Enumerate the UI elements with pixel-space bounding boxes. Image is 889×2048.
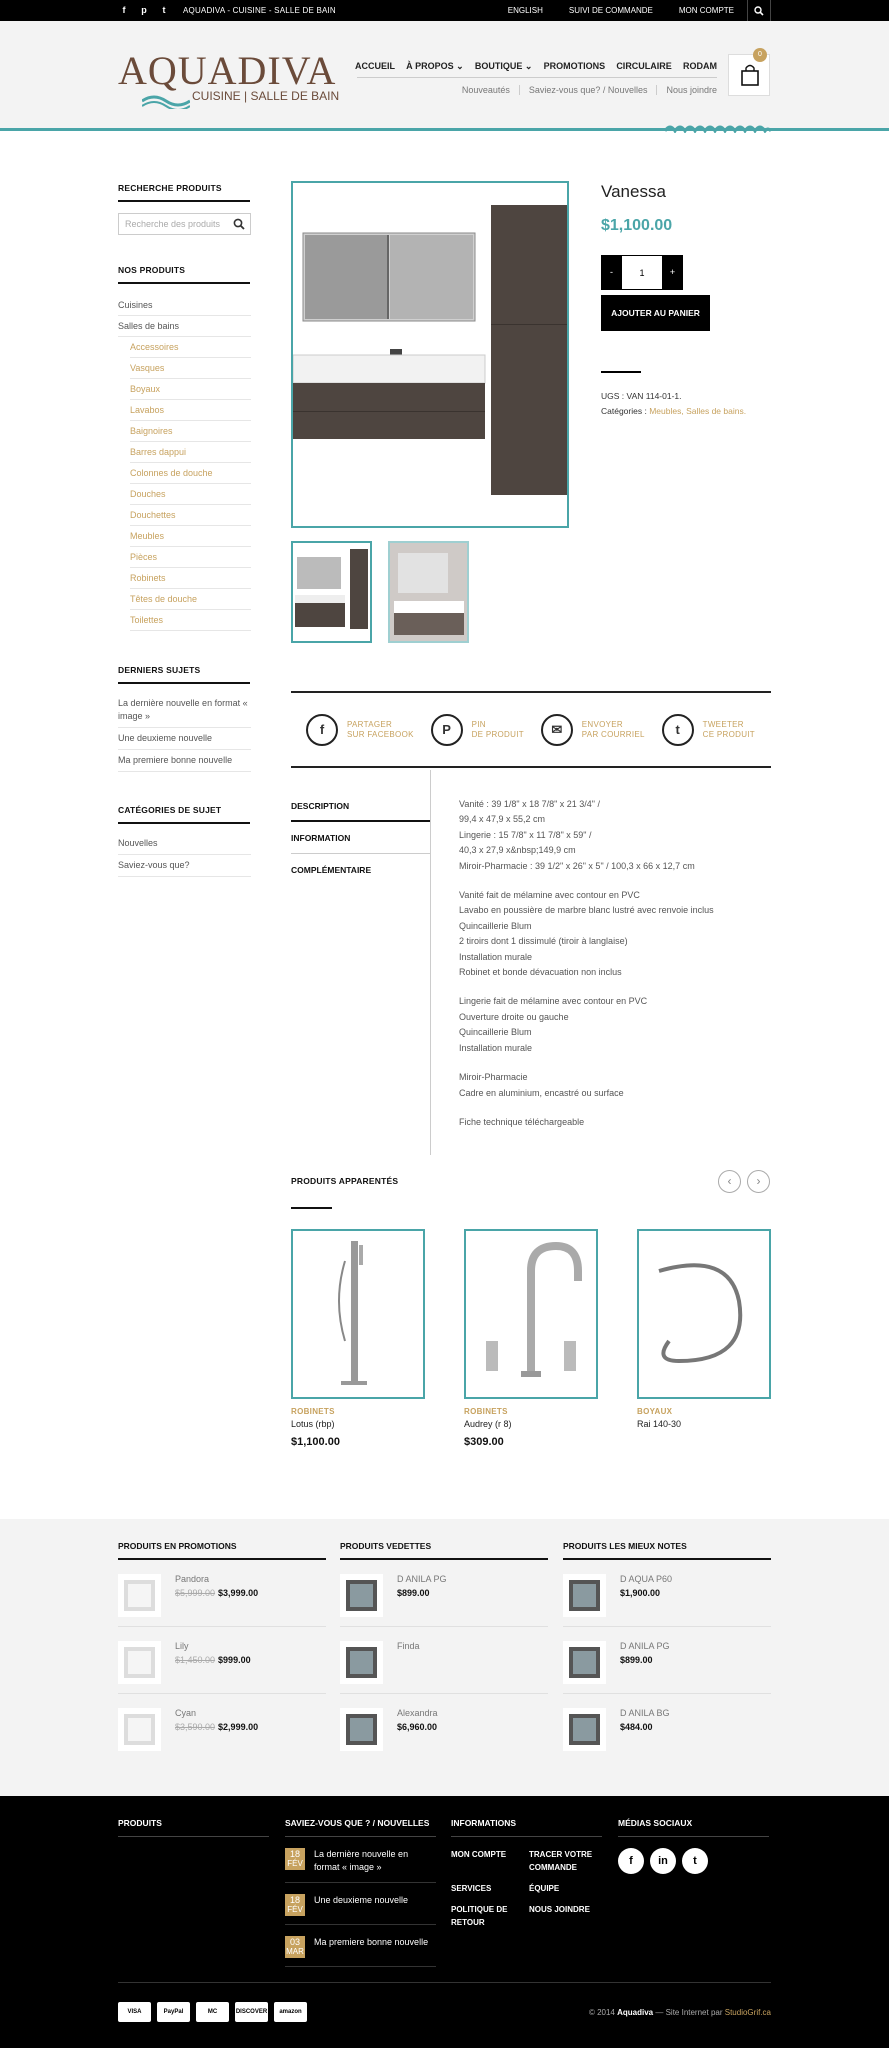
widget-title: PRODUITS LES MIEUX NOTES xyxy=(563,1541,771,1560)
category-link[interactable]: Baignoires xyxy=(130,421,251,442)
category-link[interactable]: Boyaux xyxy=(130,379,251,400)
meta-divider xyxy=(601,371,641,373)
header-rule xyxy=(0,128,889,131)
post-month: MAR xyxy=(286,1947,304,1956)
product-price xyxy=(620,1588,672,1598)
post-date-badge xyxy=(285,1894,305,1916)
description-line: Quincaillerie Blum xyxy=(459,920,532,931)
logo-subtitle: CUISINE | SALLE DE BAIN xyxy=(192,89,340,103)
footer-link[interactable]: NOUS JOINDRE xyxy=(529,1905,590,1914)
sale-price: $484.00 xyxy=(620,1722,653,1732)
discover-icon: DISCOVER xyxy=(235,2002,268,2022)
footer-news xyxy=(285,1818,436,1967)
category-link[interactable]: Lavabos xyxy=(130,400,251,421)
recent-post-link[interactable]: Ma premiere bonne nouvelle xyxy=(118,750,251,772)
sale-price: $3,999.00 xyxy=(218,1588,259,1598)
product-name[interactable]: D AQUA P60 xyxy=(620,1574,673,1584)
topic-link[interactable]: Saviez-vous que? xyxy=(118,855,251,877)
nav-divider xyxy=(357,77,717,78)
category-link[interactable]: Meubles xyxy=(130,526,251,547)
payment-cards xyxy=(118,2002,307,2022)
mastercard-icon: MC xyxy=(196,2002,229,2022)
post-title[interactable]: La dernière nouvelle en format « image » xyxy=(314,1849,409,1872)
description-line: Ouverture droite ou gauche xyxy=(459,1011,569,1022)
footer-link[interactable]: TRACER VOTRE COMMANDE xyxy=(529,1850,593,1872)
description-line: Installation murale xyxy=(459,951,533,962)
top-social xyxy=(118,4,170,16)
sku-value: VAN 114-01-1. xyxy=(626,391,682,401)
product-thumbnail[interactable] xyxy=(563,1574,606,1617)
widget-product[interactable] xyxy=(118,1694,326,1761)
category-link[interactable]: Toilettes xyxy=(130,610,251,631)
product-price xyxy=(620,1722,670,1732)
main-nav xyxy=(355,61,717,72)
shopping-bag-icon xyxy=(729,55,771,97)
post-date-badge xyxy=(285,1936,305,1958)
category-link[interactable]: Salles de bains xyxy=(118,316,251,337)
title-underline xyxy=(118,822,250,824)
footer-social xyxy=(618,1818,769,1874)
title-underline xyxy=(118,200,250,202)
product-name[interactable]: Rai 140-30 xyxy=(637,1419,682,1429)
product-price xyxy=(620,1655,670,1665)
share-label: TWEETER xyxy=(702,719,744,729)
widget-product[interactable] xyxy=(563,1627,771,1694)
language-link[interactable]: ENGLISH xyxy=(507,6,543,15)
product-name[interactable]: D ANILA BG xyxy=(620,1708,670,1718)
my-account-link[interactable]: MON COMPTE xyxy=(678,6,734,15)
sale-price: $899.00 xyxy=(397,1588,430,1598)
title-underline xyxy=(118,682,250,684)
search-placeholder: Recherche des produits xyxy=(125,219,221,229)
footer-heading: SAVIEZ-VOUS QUE ? / NOUVELLES xyxy=(285,1818,436,1837)
related-products-title: PRODUITS APPARENTÉS xyxy=(291,1176,399,1186)
related-product-card[interactable] xyxy=(637,1229,771,1429)
products-title: NOS PRODUITS xyxy=(118,265,186,275)
product-thumbnail[interactable] xyxy=(388,541,469,643)
title-underline xyxy=(291,1207,332,1209)
footer-link[interactable]: ÉQUIPE xyxy=(529,1884,560,1893)
widget-product[interactable] xyxy=(340,1694,548,1761)
recent-posts-title: DERNIERS SUJETS xyxy=(118,665,201,675)
description-line: Robinet et bonde dévacuation non inclus xyxy=(459,967,622,978)
twitter-icon[interactable]: t xyxy=(682,1848,708,1874)
copyright: © 2014 Aquadiva — Site Internet par StudioGrif.ca xyxy=(588,2008,771,2017)
footer-products xyxy=(118,1818,269,1837)
recent-post-link[interactable]: Une deuxieme nouvelle xyxy=(118,728,251,750)
post-title[interactable]: Une deuxieme nouvelle xyxy=(314,1895,409,1905)
category-link[interactable]: Robinets xyxy=(130,568,251,589)
share-label: ENVOYER xyxy=(581,719,623,729)
post-day: 03 xyxy=(289,1937,300,1947)
product-price xyxy=(397,1588,447,1598)
product-main-image[interactable] xyxy=(291,181,569,528)
widget-title: PRODUITS VEDETTES xyxy=(340,1541,548,1560)
description-line: Fiche technique téléchargeable xyxy=(459,1116,585,1127)
description-line: Vanité : 39 1/8" x 18 7/8" x 21 3/4" / xyxy=(459,799,601,809)
cart-button[interactable] xyxy=(728,51,770,96)
top-bar xyxy=(0,0,889,21)
product-price: $1,100.00 xyxy=(601,217,673,234)
recent-post-link[interactable]: La dernière nouvelle en format « image » xyxy=(118,693,251,728)
brand-link[interactable]: Aquadiva xyxy=(617,2008,654,2017)
nav-circulaire[interactable]: CIRCULAIRE xyxy=(616,61,672,71)
sale-price: $1,900.00 xyxy=(620,1588,661,1598)
paypal-icon: PayPal xyxy=(157,2002,190,2022)
product-image[interactable] xyxy=(291,1229,425,1399)
product-thumbnail[interactable] xyxy=(118,1708,161,1751)
cart-count-badge: 0 xyxy=(753,48,767,62)
widget-featured xyxy=(340,1541,548,1761)
facebook-icon[interactable]: f xyxy=(618,1848,644,1874)
sale-price: $999.00 xyxy=(218,1655,251,1665)
product-price: $309.00 xyxy=(464,1436,504,1448)
site-header xyxy=(0,21,889,131)
sku-label: UGS : xyxy=(601,391,625,401)
recent-posts xyxy=(118,693,251,772)
share-twitter[interactable] xyxy=(662,714,755,746)
paragraph-gap xyxy=(459,980,771,994)
widget-product[interactable] xyxy=(563,1560,771,1627)
description-line: Lingerie fait de mélamine avec contour en PVC xyxy=(459,996,648,1007)
footer-heading: PRODUITS xyxy=(118,1818,269,1837)
share-label: DE PRODUIT xyxy=(471,729,524,739)
nav-rodam[interactable]: RODAM xyxy=(682,61,717,71)
product-thumbnail[interactable] xyxy=(340,1574,383,1617)
sidebar xyxy=(118,183,251,877)
nav-accueil[interactable]: ACCUEIL xyxy=(355,61,395,71)
quantity-input[interactable]: 1 xyxy=(622,255,662,290)
footer-heading: MÉDIAS SOCIAUX xyxy=(618,1818,769,1837)
studio-link[interactable]: StudioGrif.ca xyxy=(724,2008,771,2017)
pinterest-icon: P xyxy=(431,714,463,746)
nav-a-propos[interactable]: À PROPOS ⌄ xyxy=(406,61,464,71)
product-name[interactable]: D ANILA PG xyxy=(397,1574,447,1584)
tab-additional-info[interactable]: INFORMATION COMPLÉMENTAIRE xyxy=(291,822,430,854)
product-thumbnail[interactable] xyxy=(563,1708,606,1751)
sale-price: $899.00 xyxy=(620,1655,653,1665)
share-label: PIN xyxy=(471,719,486,729)
product-name[interactable]: Finda xyxy=(397,1641,420,1651)
widget-product[interactable] xyxy=(340,1560,548,1627)
widget-promotions xyxy=(118,1541,326,1761)
nav-promotions[interactable]: PROMOTIONS xyxy=(543,61,606,71)
footer-post[interactable] xyxy=(285,1894,436,1925)
nav-nouveautes[interactable]: Nouveautés xyxy=(453,85,520,95)
topic-categories xyxy=(118,833,251,877)
category-link[interactable]: Douches xyxy=(130,484,251,505)
post-month: FÉV xyxy=(287,1859,303,1868)
share-label: PARTAGER xyxy=(347,719,393,729)
product-price xyxy=(175,1655,251,1665)
post-date-badge xyxy=(285,1848,305,1870)
footer-info xyxy=(451,1818,602,1937)
twitter-icon: t xyxy=(662,714,694,746)
description-line: Cadre en aluminium, encastré ou surface xyxy=(459,1087,624,1098)
widget-title: PRODUITS EN PROMOTIONS xyxy=(118,1541,326,1560)
logo-text: AQUADIVA xyxy=(118,48,337,93)
category-link[interactable]: Accessoires xyxy=(130,337,251,358)
footer-link[interactable]: SERVICES xyxy=(451,1884,492,1893)
description-line: Lingerie : 15 7/8" x 11 7/8" x 59" / xyxy=(459,829,592,840)
category-link[interactable]: Douchettes xyxy=(130,505,251,526)
share-pinterest[interactable] xyxy=(431,714,524,746)
product-price xyxy=(397,1722,438,1732)
product-name[interactable]: Alexandra xyxy=(397,1708,438,1718)
post-day: 18 xyxy=(289,1895,300,1905)
description-line: Vanité fait de mélamine avec contour en PVC xyxy=(459,890,640,901)
topic-link[interactable]: Nouvelles xyxy=(118,833,251,855)
product-thumbnail[interactable] xyxy=(118,1641,161,1684)
widget-product[interactable] xyxy=(340,1627,548,1694)
paragraph-gap xyxy=(459,1056,771,1070)
description-line: Quincaillerie Blum xyxy=(459,1027,532,1038)
footer-divider xyxy=(118,1982,771,1983)
description-line: Installation murale xyxy=(459,1042,533,1053)
category-link[interactable]: Cuisines xyxy=(118,295,251,316)
footer-link[interactable]: MON COMPTE xyxy=(451,1850,507,1859)
topic-categories-title: CATÉGORIES DE SUJET xyxy=(118,805,222,815)
quantity-stepper xyxy=(601,255,771,290)
description-line: Lavabo en poussière de marbre blanc lustré avec renvoie inclus xyxy=(459,905,714,916)
description-line: 99,4 x 47,9 x 55,2 cm xyxy=(459,814,546,825)
related-product-card[interactable] xyxy=(291,1229,425,1448)
share-facebook[interactable] xyxy=(306,714,414,746)
product-search-input[interactable] xyxy=(118,213,251,235)
add-to-cart-button[interactable]: AJOUTER AU PANIER xyxy=(601,295,710,331)
footer-heading: INFORMATIONS xyxy=(451,1818,602,1837)
paragraph-gap xyxy=(459,874,771,888)
category-link[interactable]: Vasques xyxy=(130,358,251,379)
visa-icon: VISA xyxy=(118,2002,151,2022)
post-day: 18 xyxy=(289,1849,300,1859)
footer-link[interactable]: POLITIQUE DE RETOUR xyxy=(451,1905,508,1927)
carousel-prev-button[interactable]: ‹ xyxy=(718,1170,741,1193)
product-title: Vanessa xyxy=(601,182,666,201)
product-tabs xyxy=(291,770,431,1155)
quantity-increase-button[interactable]: + xyxy=(662,255,683,290)
share-label: SUR FACEBOOK xyxy=(347,729,414,739)
product-name[interactable]: Lotus (rbp) xyxy=(291,1419,335,1429)
product-summary xyxy=(601,181,771,419)
product-price xyxy=(175,1588,258,1598)
amazon-icon: amazon xyxy=(274,2002,307,2022)
category-link[interactable]: Têtes de douche xyxy=(130,589,251,610)
share-email[interactable] xyxy=(541,714,645,746)
product-name[interactable]: Cyan xyxy=(175,1708,197,1718)
product-image[interactable] xyxy=(637,1229,771,1399)
product-category[interactable]: ROBINETS xyxy=(464,1407,508,1416)
category-link[interactable]: Colonnes de douche xyxy=(130,463,251,484)
product-category[interactable]: ROBINETS xyxy=(291,1407,335,1416)
share-label: PAR COURRIEL xyxy=(581,729,645,739)
share-bar xyxy=(291,691,771,768)
search-title: RECHERCHE PRODUITS xyxy=(118,183,222,193)
related-product-card[interactable] xyxy=(464,1229,598,1448)
widget-product[interactable] xyxy=(563,1694,771,1761)
logo[interactable] xyxy=(118,48,340,103)
categories-links[interactable]: Meubles, Salles de bains. xyxy=(649,406,747,416)
product-category[interactable]: BOYAUX xyxy=(637,1407,673,1416)
title-underline xyxy=(118,282,250,284)
post-month: FÉV xyxy=(287,1905,303,1914)
category-link[interactable]: Pièces xyxy=(130,547,251,568)
facebook-icon: f xyxy=(306,714,338,746)
quantity-decrease-button[interactable]: - xyxy=(601,255,622,290)
description-panel xyxy=(459,797,771,1130)
product-thumbnail[interactable] xyxy=(340,1641,383,1684)
tab-description[interactable]: DESCRIPTION xyxy=(291,790,430,822)
nav-nous-joindre[interactable]: Nous joindre xyxy=(666,85,717,95)
old-price: $5,999.00 xyxy=(175,1588,216,1598)
logo-wave-icon xyxy=(142,93,190,109)
order-tracking-link[interactable]: SUIVI DE COMMANDE xyxy=(568,6,653,15)
category-list xyxy=(118,295,251,631)
product-name[interactable]: D ANILA PG xyxy=(620,1641,670,1651)
post-title[interactable]: Ma premiere bonne nouvelle xyxy=(314,1937,429,1947)
pinterest-icon[interactable]: p xyxy=(141,5,147,15)
description-line: Miroir-Pharmacie xyxy=(459,1072,528,1083)
share-label: CE PRODUIT xyxy=(702,729,755,739)
product-meta xyxy=(601,389,771,419)
sub-nav xyxy=(440,85,717,95)
product-widgets xyxy=(0,1519,889,1796)
product-price xyxy=(175,1722,258,1732)
search-icon[interactable] xyxy=(747,0,771,21)
sale-price: $2,999.00 xyxy=(218,1722,259,1732)
product-name[interactable]: Audrey (r 8) xyxy=(464,1419,512,1429)
product-name[interactable]: Lily xyxy=(175,1641,189,1651)
product-image[interactable] xyxy=(464,1229,598,1399)
description-line: 2 tiroirs dont 1 dissimulé (tiroir à langlaise) xyxy=(459,936,628,947)
product-thumbnail[interactable] xyxy=(340,1708,383,1751)
paragraph-gap xyxy=(459,1101,771,1115)
product-price: $1,100.00 xyxy=(291,1436,340,1448)
envelope-icon: ✉ xyxy=(541,714,573,746)
category-link[interactable]: Barres dappui xyxy=(130,442,251,463)
categories-label: Catégories : xyxy=(601,406,647,416)
widget-top-rated xyxy=(563,1541,771,1761)
product-thumbnail[interactable] xyxy=(118,1574,161,1617)
linkedin-icon[interactable]: in xyxy=(650,1848,676,1874)
search-icon[interactable] xyxy=(233,218,245,233)
widget-product[interactable] xyxy=(118,1627,326,1694)
old-price: $1,450.00 xyxy=(175,1655,216,1665)
description-line: Miroir-Pharmacie : 39 1/2" x 26" x 5" / 100,3 x 66 x 12,7 cm xyxy=(459,860,695,871)
widget-product[interactable] xyxy=(118,1560,326,1627)
carousel-next-button[interactable]: › xyxy=(747,1170,770,1193)
top-links xyxy=(495,0,771,21)
product-thumbnail[interactable] xyxy=(291,541,372,643)
nav-boutique[interactable]: BOUTIQUE ⌄ xyxy=(474,61,533,71)
twitter-icon[interactable]: t xyxy=(162,5,166,15)
footer-post[interactable] xyxy=(285,1848,436,1883)
sale-price: $6,960.00 xyxy=(397,1722,438,1732)
facebook-icon[interactable]: f xyxy=(122,5,126,15)
description-line: 40,3 x 27,9 x&nbsp;149,9 cm xyxy=(459,845,576,856)
nav-saviez-vous[interactable]: Saviez-vous que? / Nouvelles xyxy=(520,85,658,95)
tagline: AQUADIVA - CUISINE - SALLE DE BAIN xyxy=(183,6,336,15)
footer-post[interactable] xyxy=(285,1936,436,1967)
product-name[interactable]: Pandora xyxy=(175,1574,210,1584)
product-thumbnail[interactable] xyxy=(563,1641,606,1684)
old-price: $3,590.00 xyxy=(175,1722,216,1732)
